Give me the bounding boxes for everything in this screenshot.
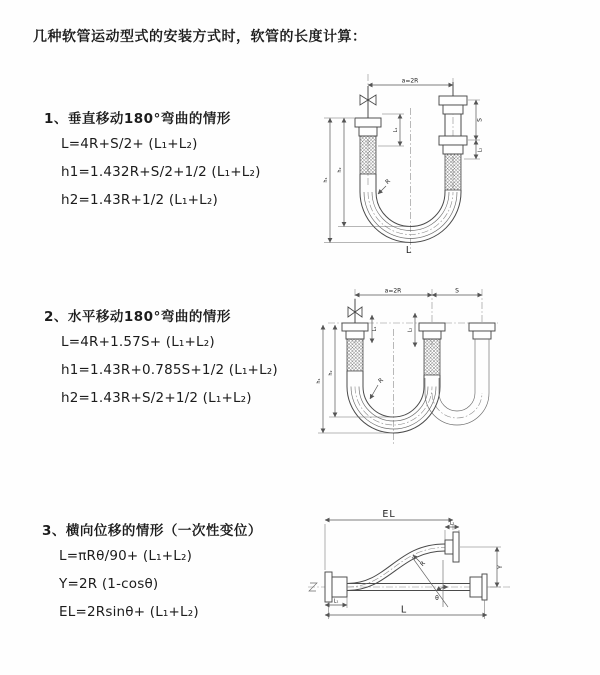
section-horizontal-bend (44, 305, 278, 418)
dim-l2-label: L₂ (407, 327, 414, 333)
middle-flange-upper (419, 323, 445, 331)
dim-h1-label: h₁ (316, 378, 322, 384)
dim-h2-label: h₂ (337, 167, 343, 173)
left-flange-upper (355, 118, 381, 127)
right-flange-top-upper (439, 96, 467, 105)
dim-h2-label: h₂ (328, 370, 334, 376)
section-1-formula-L: L=4R+S/2+ (L₁+L₂) (61, 136, 198, 152)
dim-l1-label: L₁ (393, 127, 399, 133)
diagram-horizontal-bend (298, 283, 593, 453)
left-flange-plate (325, 572, 332, 602)
radius-label: R (384, 177, 392, 186)
section-3-heading: 3、横向位移的情形（一次性变位） (42, 523, 262, 539)
right-flange-upper (469, 323, 495, 331)
dim-h1-label: h₁ (323, 177, 329, 183)
section-2-heading: 2、水平移动180°弯曲的情形 (44, 309, 231, 325)
left-flange-lower (346, 331, 364, 339)
dim-l1-label: L₁ (333, 598, 339, 605)
section-3-formula-L: L=πRθ/90+ (L₁+L₂) (59, 548, 193, 564)
middle-braided-hose (424, 339, 440, 375)
right-flange-lower (473, 331, 491, 339)
right-flange-mid-upper (439, 136, 467, 145)
dim-a2r-label: a=2R (401, 77, 419, 85)
page-title: 几种软管运动型式的安装方式时，软管的长度计算： (33, 29, 367, 45)
dim-el-ext (325, 524, 453, 570)
section-2-formula-h1: h1=1.43R+0.785S+1/2 (L₁+L₂) (61, 362, 278, 378)
angle-construction-lines (412, 557, 448, 607)
dim-s-label: S (455, 287, 459, 295)
dim-l1-label: L₁ (372, 326, 378, 332)
dim-l2-label: L₂ (449, 520, 455, 527)
section-vertical-bend (44, 107, 261, 220)
diagram-vertical-bend (298, 70, 593, 260)
radius-leader (370, 385, 378, 399)
left-braided-hose (347, 339, 363, 371)
right-pipe-stub (470, 577, 482, 597)
right-flange-mid-lower (443, 145, 463, 154)
radius-leader (378, 186, 386, 194)
dim-l-label: L (400, 604, 408, 616)
section-3-formula-EL: EL=2Rsinθ+ (L₁+L₂) (59, 604, 199, 620)
right-flange-top-lower (443, 105, 463, 114)
left-pipe-stub (332, 577, 347, 597)
middle-flange-lower (423, 331, 441, 339)
left-flange-upper (342, 323, 368, 331)
right-flange-plate (482, 574, 487, 600)
right-braided-hose (445, 154, 461, 190)
dim-el-label: EL (382, 509, 396, 520)
dim-l2-label: L₂ (477, 147, 484, 153)
upper-flange-plate (453, 532, 459, 562)
section-lateral-displacement (42, 519, 262, 632)
section-2-formula-h2: h2=1.43R+S/2+1/2 (L₁+L₂) (61, 390, 252, 406)
length-label: L (405, 245, 413, 256)
dim-y-label: Y (497, 565, 504, 569)
dim-s-label: S (476, 118, 484, 122)
section-2-formula-L: L=4R+1.57S+ (L₁+L₂) (61, 334, 215, 350)
right-pipe-body (475, 339, 489, 361)
section-1-formula-h2: h2=1.43R+1/2 (L₁+L₂) (61, 192, 218, 208)
upper-pipe-stub (445, 540, 453, 554)
radius-label: R (377, 376, 385, 385)
section-3-formula-Y: Y=2R (1-cosθ) (59, 576, 159, 592)
section-1-formula-h1: h1=1.432R+S/2+1/2 (L₁+L₂) (61, 164, 261, 180)
left-braided-hose (360, 136, 376, 174)
left-flange-lower (359, 127, 377, 136)
diagram-lateral-displacement (300, 500, 600, 660)
angle-theta-label: θ (435, 595, 439, 602)
radius-label: R (418, 559, 427, 568)
dim-h-ext (318, 417, 393, 433)
dim-a2r-label: a=2R (384, 287, 402, 295)
right-u-inner (439, 361, 475, 411)
section-1-heading: 1、垂直移动180°弯曲的情形 (44, 111, 231, 127)
s-hose-lower-line (347, 551, 445, 591)
s-hose-upper-line (347, 544, 445, 584)
